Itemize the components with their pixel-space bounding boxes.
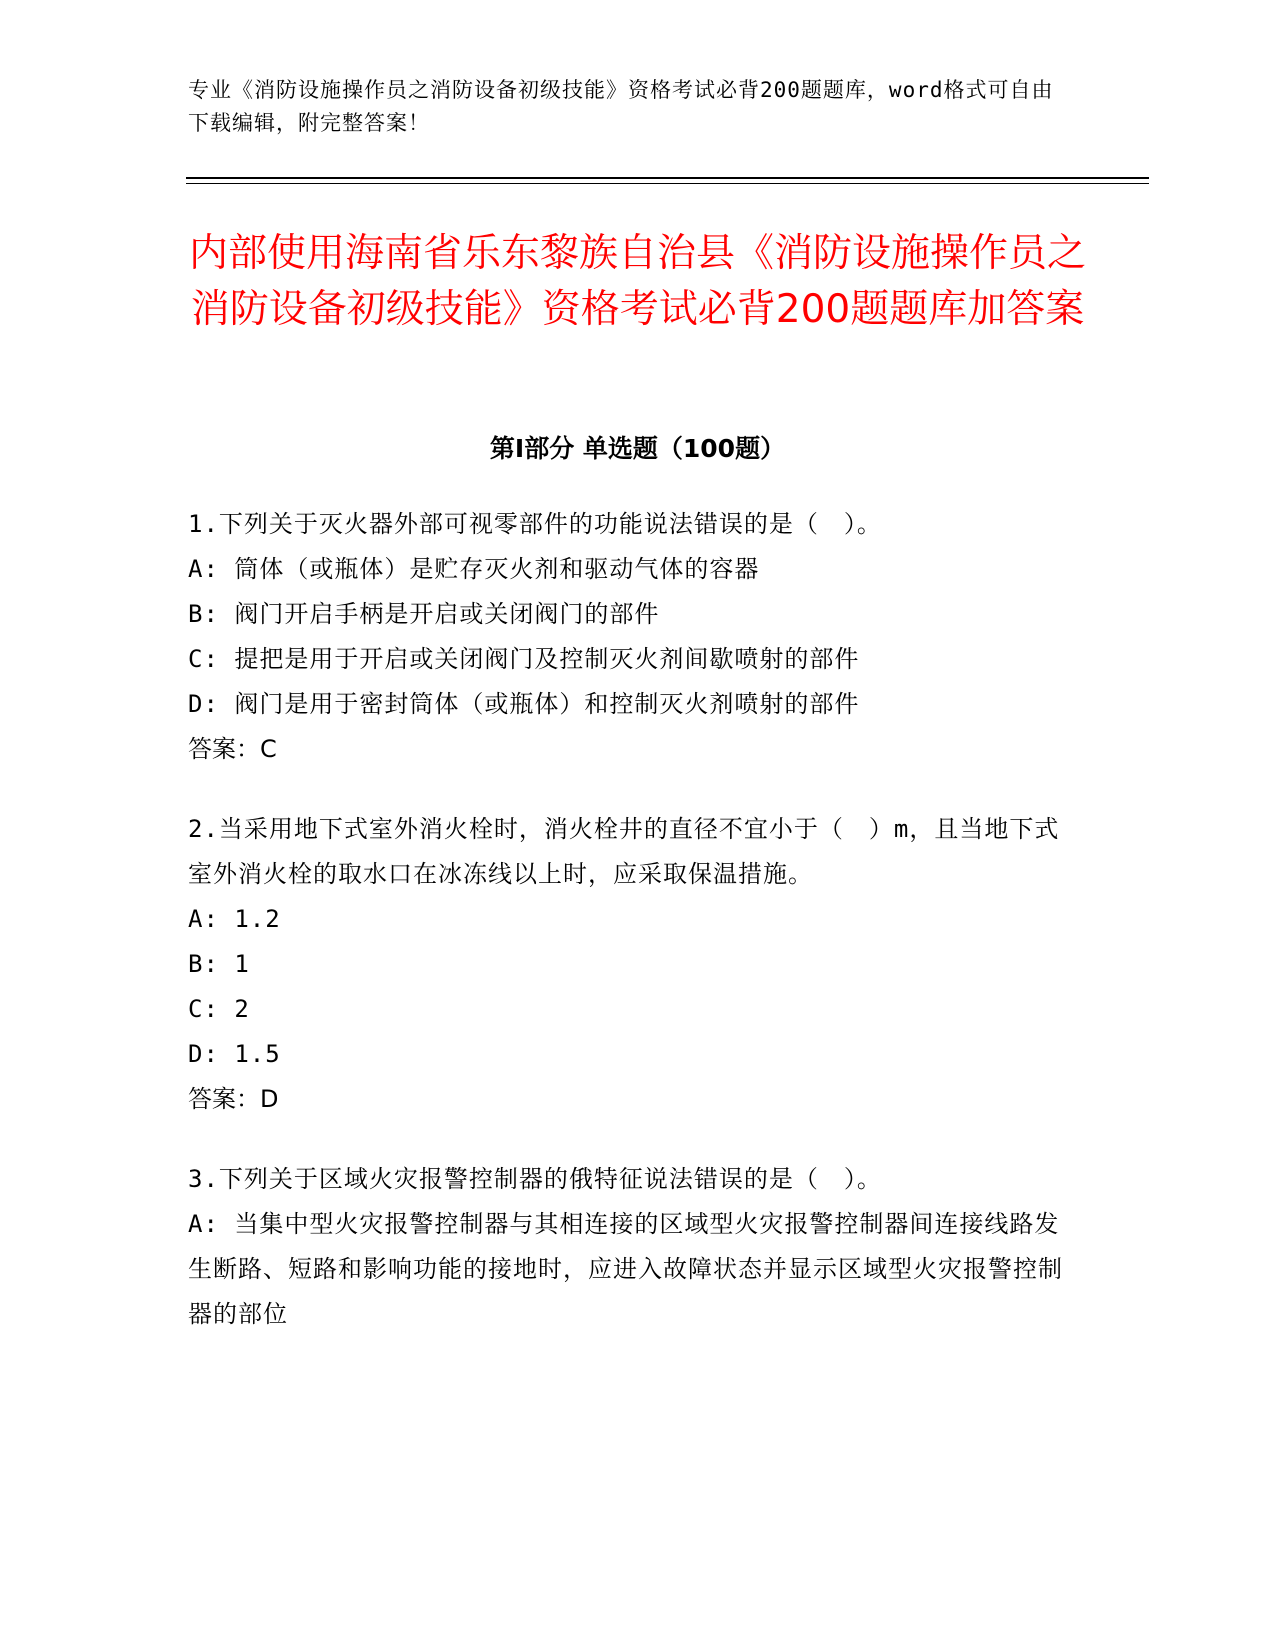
question-1 <box>188 502 1078 772</box>
question-stem: 3.下列关于区域火灾报警控制器的俄特征说法错误的是（ ）。 <box>188 1165 882 1193</box>
question-stem: 2.当采用地下式室外消火栓时，消火栓井的直径不宜小于（ ）m，且当地下式室外消火栓的取水口在冰冻线以上时，应采取保温措施。 <box>188 815 1060 888</box>
option-c: C: 2 <box>188 995 250 1023</box>
option-b: B: 阀门开启手柄是开启或关闭阀门的部件 <box>188 600 660 628</box>
option-c: C: 提把是用于开启或关闭阀门及控制灭火剂间歇喷射的部件 <box>188 645 860 673</box>
answer: 答案：D <box>188 1085 279 1113</box>
document-title: 内部使用海南省乐东黎族自治县《消防设施操作员之消防设备初级技能》资格考试必背200题题库加答案 <box>188 231 1086 332</box>
option-d: D: 阀门是用于密封筒体（或瓶体）和控制灭火剂喷射的部件 <box>188 690 860 718</box>
option-a: A: 1.2 <box>188 905 281 933</box>
question-stem: 1.下列关于灭火器外部可视零部件的功能说法错误的是（ ）。 <box>188 510 882 538</box>
option-b: B: 1 <box>188 950 250 978</box>
answer: 答案：C <box>188 735 277 763</box>
option-d: D: 1.5 <box>188 1040 281 1068</box>
header-divider-thick <box>186 177 1149 179</box>
question-2 <box>188 807 1078 1122</box>
question-3 <box>188 1157 1078 1337</box>
header-divider-thin <box>186 183 1149 184</box>
option-a: A: 筒体（或瓶体）是贮存灭火剂和驱动气体的容器 <box>188 555 760 583</box>
section-title: 第I部分 单选题（100题） <box>489 434 786 463</box>
option-a: A: 当集中型火灾报警控制器与其相连接的区域型火灾报警控制器间连接线路发生断路、短路和影响功能的接地时，应进入故障状态并显示区域型火灾报警控制器的部位 <box>188 1210 1063 1328</box>
header-note: 专业《消防设施操作员之消防设备初级技能》资格考试必背200题题库，word格式可自由下载编辑，附完整答案！ <box>188 78 1054 135</box>
